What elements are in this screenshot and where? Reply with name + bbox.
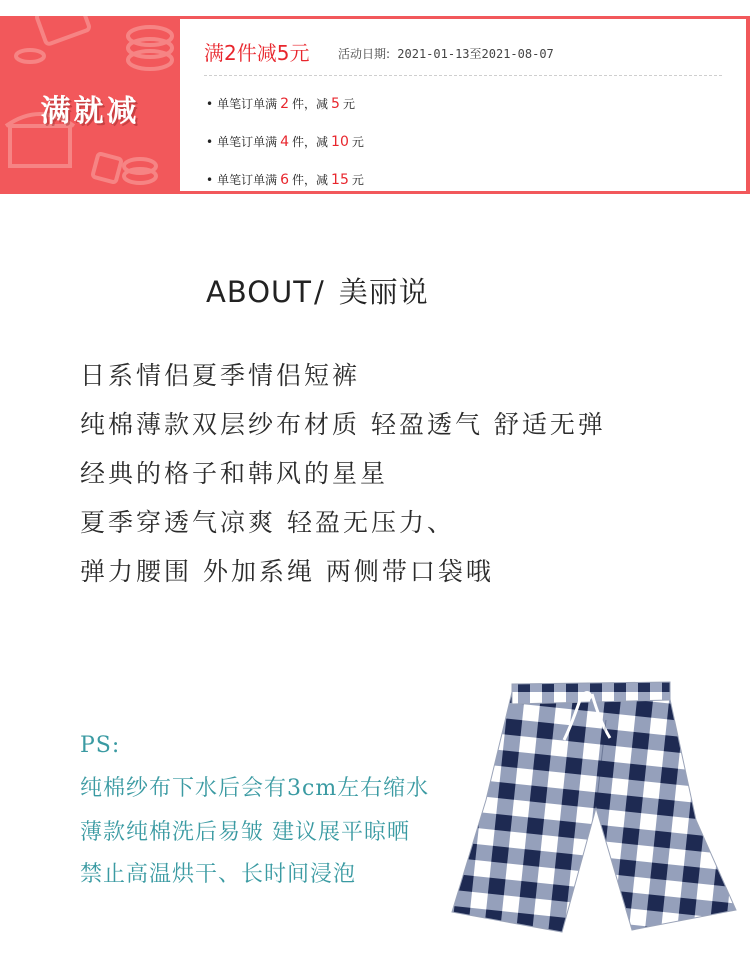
ps-line: 薄款纯棉洗后易皱 建议展平晾晒 — [80, 820, 410, 845]
description-line: 纯棉薄款双层纱布材质 轻盈透气 舒适无弹 — [80, 410, 606, 439]
date-range: 2021-01-13至2021-08-07 — [397, 47, 554, 61]
about-title-en: ABOUT — [206, 275, 312, 309]
description-line: 弹力腰围 外加系绳 两侧带口袋哦 — [80, 557, 494, 586]
promo-banner — [0, 16, 750, 194]
ps-line: 纯棉纱布下水后会有3cm左右缩水 — [80, 776, 430, 801]
plaid-shorts-image — [446, 680, 746, 940]
promo-rule: • 单笔订单满 6 件，减 15 元 — [206, 172, 364, 188]
promo-rule: • 单笔订单满 2 件，减 5 元 — [206, 96, 355, 112]
promo-headline: 满2件减5元 — [204, 41, 310, 65]
about-slash: / — [314, 275, 325, 309]
date-label: 活动日期: — [338, 47, 391, 61]
promo-badge-area — [0, 16, 180, 194]
description-line: 经典的格子和韩风的星星 — [80, 459, 389, 488]
divider — [204, 75, 722, 76]
about-heading — [206, 270, 429, 311]
promo-badge: 满就减 — [40, 94, 140, 129]
promo-panel — [180, 19, 746, 191]
description-line: 日系情侣夏季情侣短裤 — [80, 361, 361, 390]
ps-label: PS: — [80, 733, 121, 758]
promo-dates — [338, 45, 554, 62]
about-title-cn: 美丽说 — [338, 275, 429, 309]
ps-line: 禁止高温烘干、长时间浸泡 — [80, 862, 357, 887]
promo-rule: • 单笔订单满 4 件，减 10 元 — [206, 134, 364, 150]
description-line: 夏季穿透气凉爽 轻盈无压力、 — [80, 508, 455, 537]
